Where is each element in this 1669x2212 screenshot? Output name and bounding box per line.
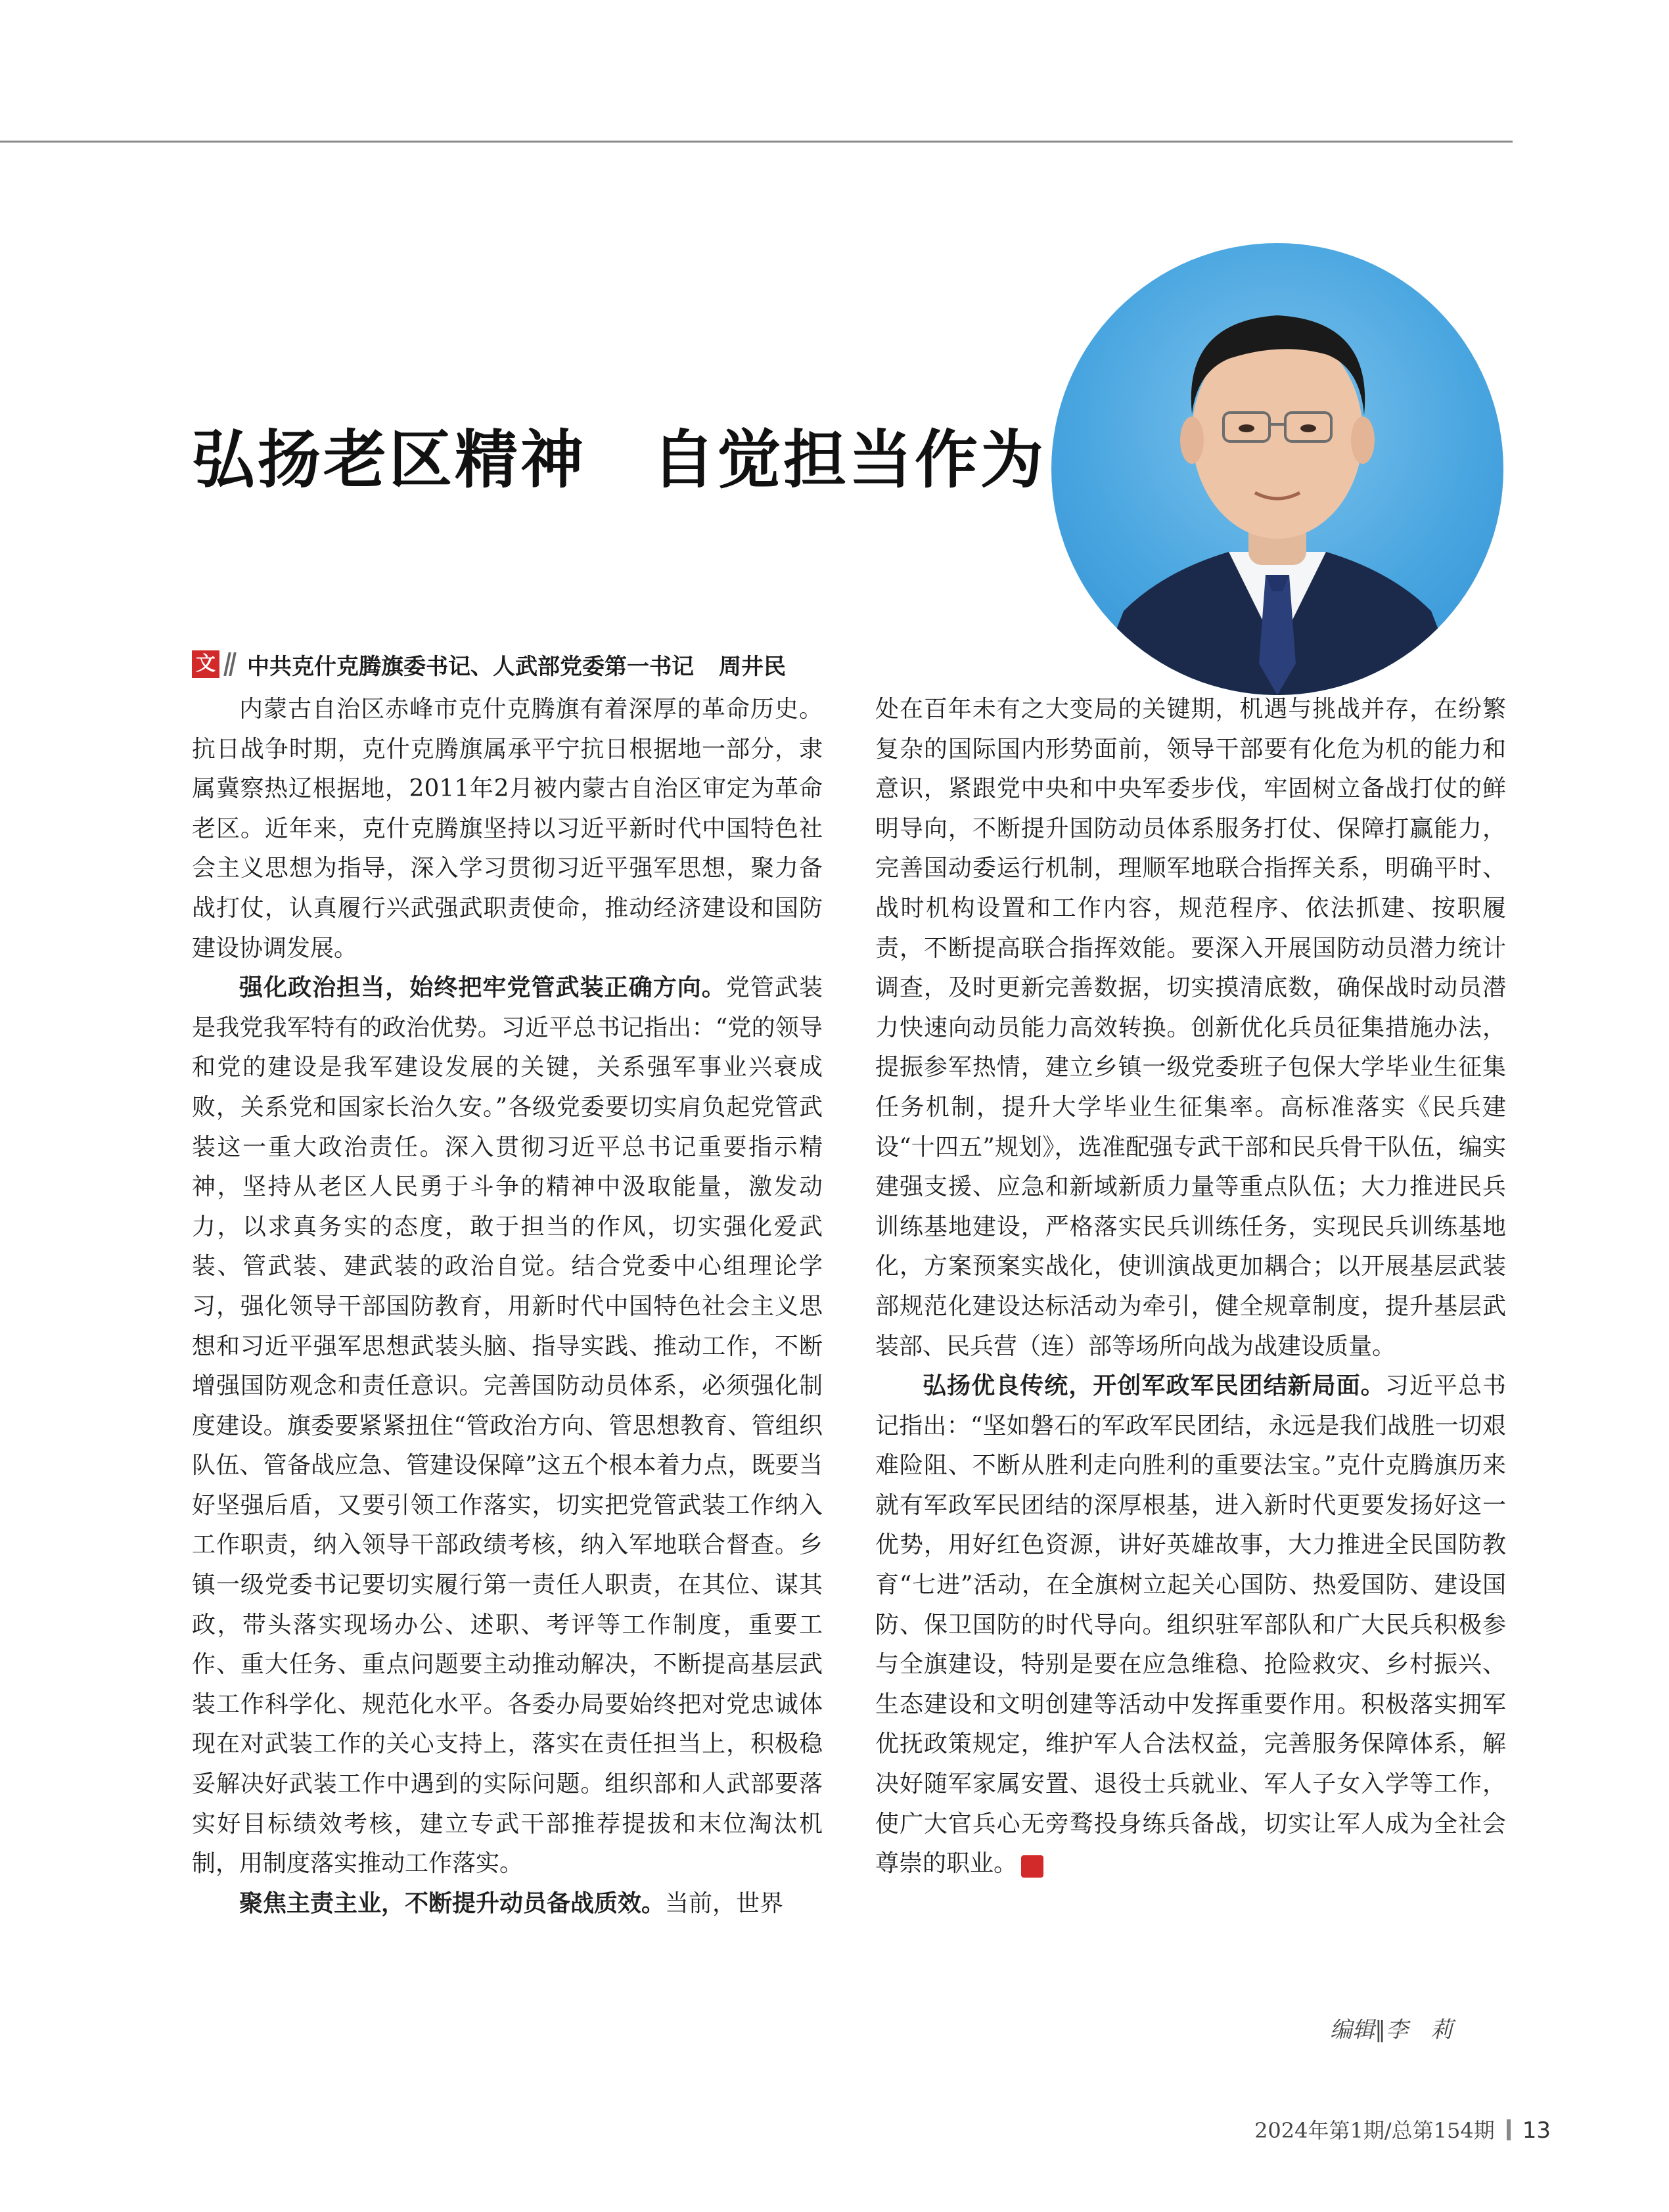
byline-author: 周井民 [719,653,786,680]
section-1-heading: 强化政治担当，始终把牢党管武装正确方向。 [239,974,726,1002]
paragraph-section-2-cont: 处在百年未有之大变局的关键期，机遇与挑战并存，在纷繁复杂的国际国内形势面前，领导干部要有化危为机的能力和意识，紧跟党中央和中央军委步伐，牢固树立备战打仗的鲜明导向，不断提升国防动员体系服务打仗、保障打赢能力，完善国动委运行机制，理顺军地联合指挥关系，明确平时、战时机构设置和工作内容，规范程序、依法抓建、按职履责，不断提高联合指挥效能。要深入开展国防动员潜力统计调查，及时更新完善数据，切实摸清底数，确保战时动员潜力快速向动员能力高效转换。创新优化兵员征集措施办法，提振参军热情，建立乡镇一级党委班子包保大学毕业生征集任务机制，提升大学毕业生征集率。高标准落实《民兵建设“十四五”规划》，选准配强专武干部和民兵骨干队伍，编实建强支援、应急和新域新质力量等重点队伍；大力推进民兵训练基地建设，严格落实民兵训练任务，实现民兵训练基地化，方案预案实战化，使训演战更加耦合；以开展基层武装部规范化建设达标活动为牵引，健全规章制度，提升基层武装部、民兵营（连）部等场所向战为战建设质量。 [875,696,1506,1360]
byline [192,648,786,681]
section-2-text-start: 当前，世界 [665,1889,784,1917]
paragraph-section-3 [875,1366,1506,1884]
author-portrait [1051,243,1503,695]
section-3-text: 习近平总书记指出：“坚如磐石的军政军民团结，永远是我们战胜一切艰难险阻、不断从胜利走向胜利的重要法宝。”克什克腾旗历来就有军政军民团结的深厚根基，进入新时代更要发扬好这一优势，用好红色资源，讲好英雄故事，大力推进全民国防教育“七进”活动，在全旗树立起关心国防、热爱国防、建设国防、保卫国防的时代导向。组织驻军部队和广大民兵积极参与全旗建设，特别是要在应急维稳、抢险救灾、乡村振兴、生态建设和文明创建等活动中发挥重要作用。积极落实拥军优抚政策规定，维护军人合法权益，完善服务保障体系，解决好随军家属安置、退役士兵就业、军人子女入学等工作，使广大官兵心无旁骛投身练兵备战，切实让军人成为全社会尊崇的职业。 [875,1372,1506,1878]
section-3-heading: 弘扬优良传统，开创军政军民团结新局面。 [923,1372,1385,1400]
paragraph-section-2-start [192,1884,823,1924]
page-footer [1248,2114,1551,2144]
byline-role: 中共克什克腾旗委书记、人武部党委第一书记 [247,653,694,680]
byline-mark: 文 [192,650,219,678]
end-mark-icon: G [1021,1855,1043,1878]
page-number: 13 [1522,2117,1551,2144]
issue-label: 2024年第1期/总第154期 [1254,2118,1495,2143]
paragraph-intro: 内蒙古自治区赤峰市克什克腾旗有着深厚的革命历史。抗日战争时期，克什克腾旗属承平宁抗日根据地一部分，隶属冀察热辽根据地，2011年2月被内蒙古自治区审定为革命老区。近年来，克什克腾旗坚持以习近平新时代中国特色社会主义思想为指导，深入学习贯彻习近平强军思想，聚力备战打仗，认真履行兴武强武职责使命，推动经济建设和国防建设协调发展。 [192,696,823,962]
column-right [875,690,1506,1884]
byline-separator [223,652,237,676]
editor-credit: 编辑∥李 莉 [1330,2017,1453,2043]
footer-divider [1507,2119,1511,2140]
header-rule [0,141,1513,143]
portrait-illustration [1051,243,1503,695]
paragraph-section-1 [192,968,823,1884]
section-2-heading: 聚焦主责主业，不断提升动员备战质效。 [239,1889,666,1917]
column-left [192,690,823,1924]
article-title: 弘扬老区精神 自觉担当作为 [192,423,1046,497]
section-1-text: 党管武装是我党我军特有的政治优势。习近平总书记指出：“党的领导和党的建设是我军建设发展的关键，关系强军事业兴衰成败，关系党和国家长治久安。”各级党委要切实肩负起党管武装这一重大政治责任。深入贯彻习近平总书记重要指示精神，坚持从老区人民勇于斗争的精神中汲取能量，激发动力，以求真务实的态度，敢于担当的作风，切实强化爱武装、管武装、建武装的政治自觉。结合党委中心组理论学习，强化领导干部国防教育，用新时代中国特色社会主义思想和习近平强军思想武装头脑、指导实践、推动工作，不断增强国防观念和责任意识。完善国防动员体系，必须强化制度建设。旗委要紧紧扭住“管政治方向、管思想教育、管组织队伍、管备战应急、管建设保障”这五个根本着力点，既要当好坚强后盾，又要引领工作落实，切实把党管武装工作纳入工作职责，纳入领导干部政绩考核，纳入军地联合督查。乡镇一级党委书记要切实履行第一责任人职责，在其位、谋其政，带头落实现场办公、述职、考评等工作制度，重要工作、重大任务、重点问题要主动推动解决，不断提高基层武装工作科学化、规范化水平。各委办局要始终把对党忠诚体现在对武装工作的关心支持上，落实在责任担当上，积极稳妥解决好武装工作中遇到的实际问题。组织部和人武部要落实好目标绩效考核，建立专武干部推荐提拔和末位淘汰机制，用制度落实推动工作落实。 [192,974,823,1878]
